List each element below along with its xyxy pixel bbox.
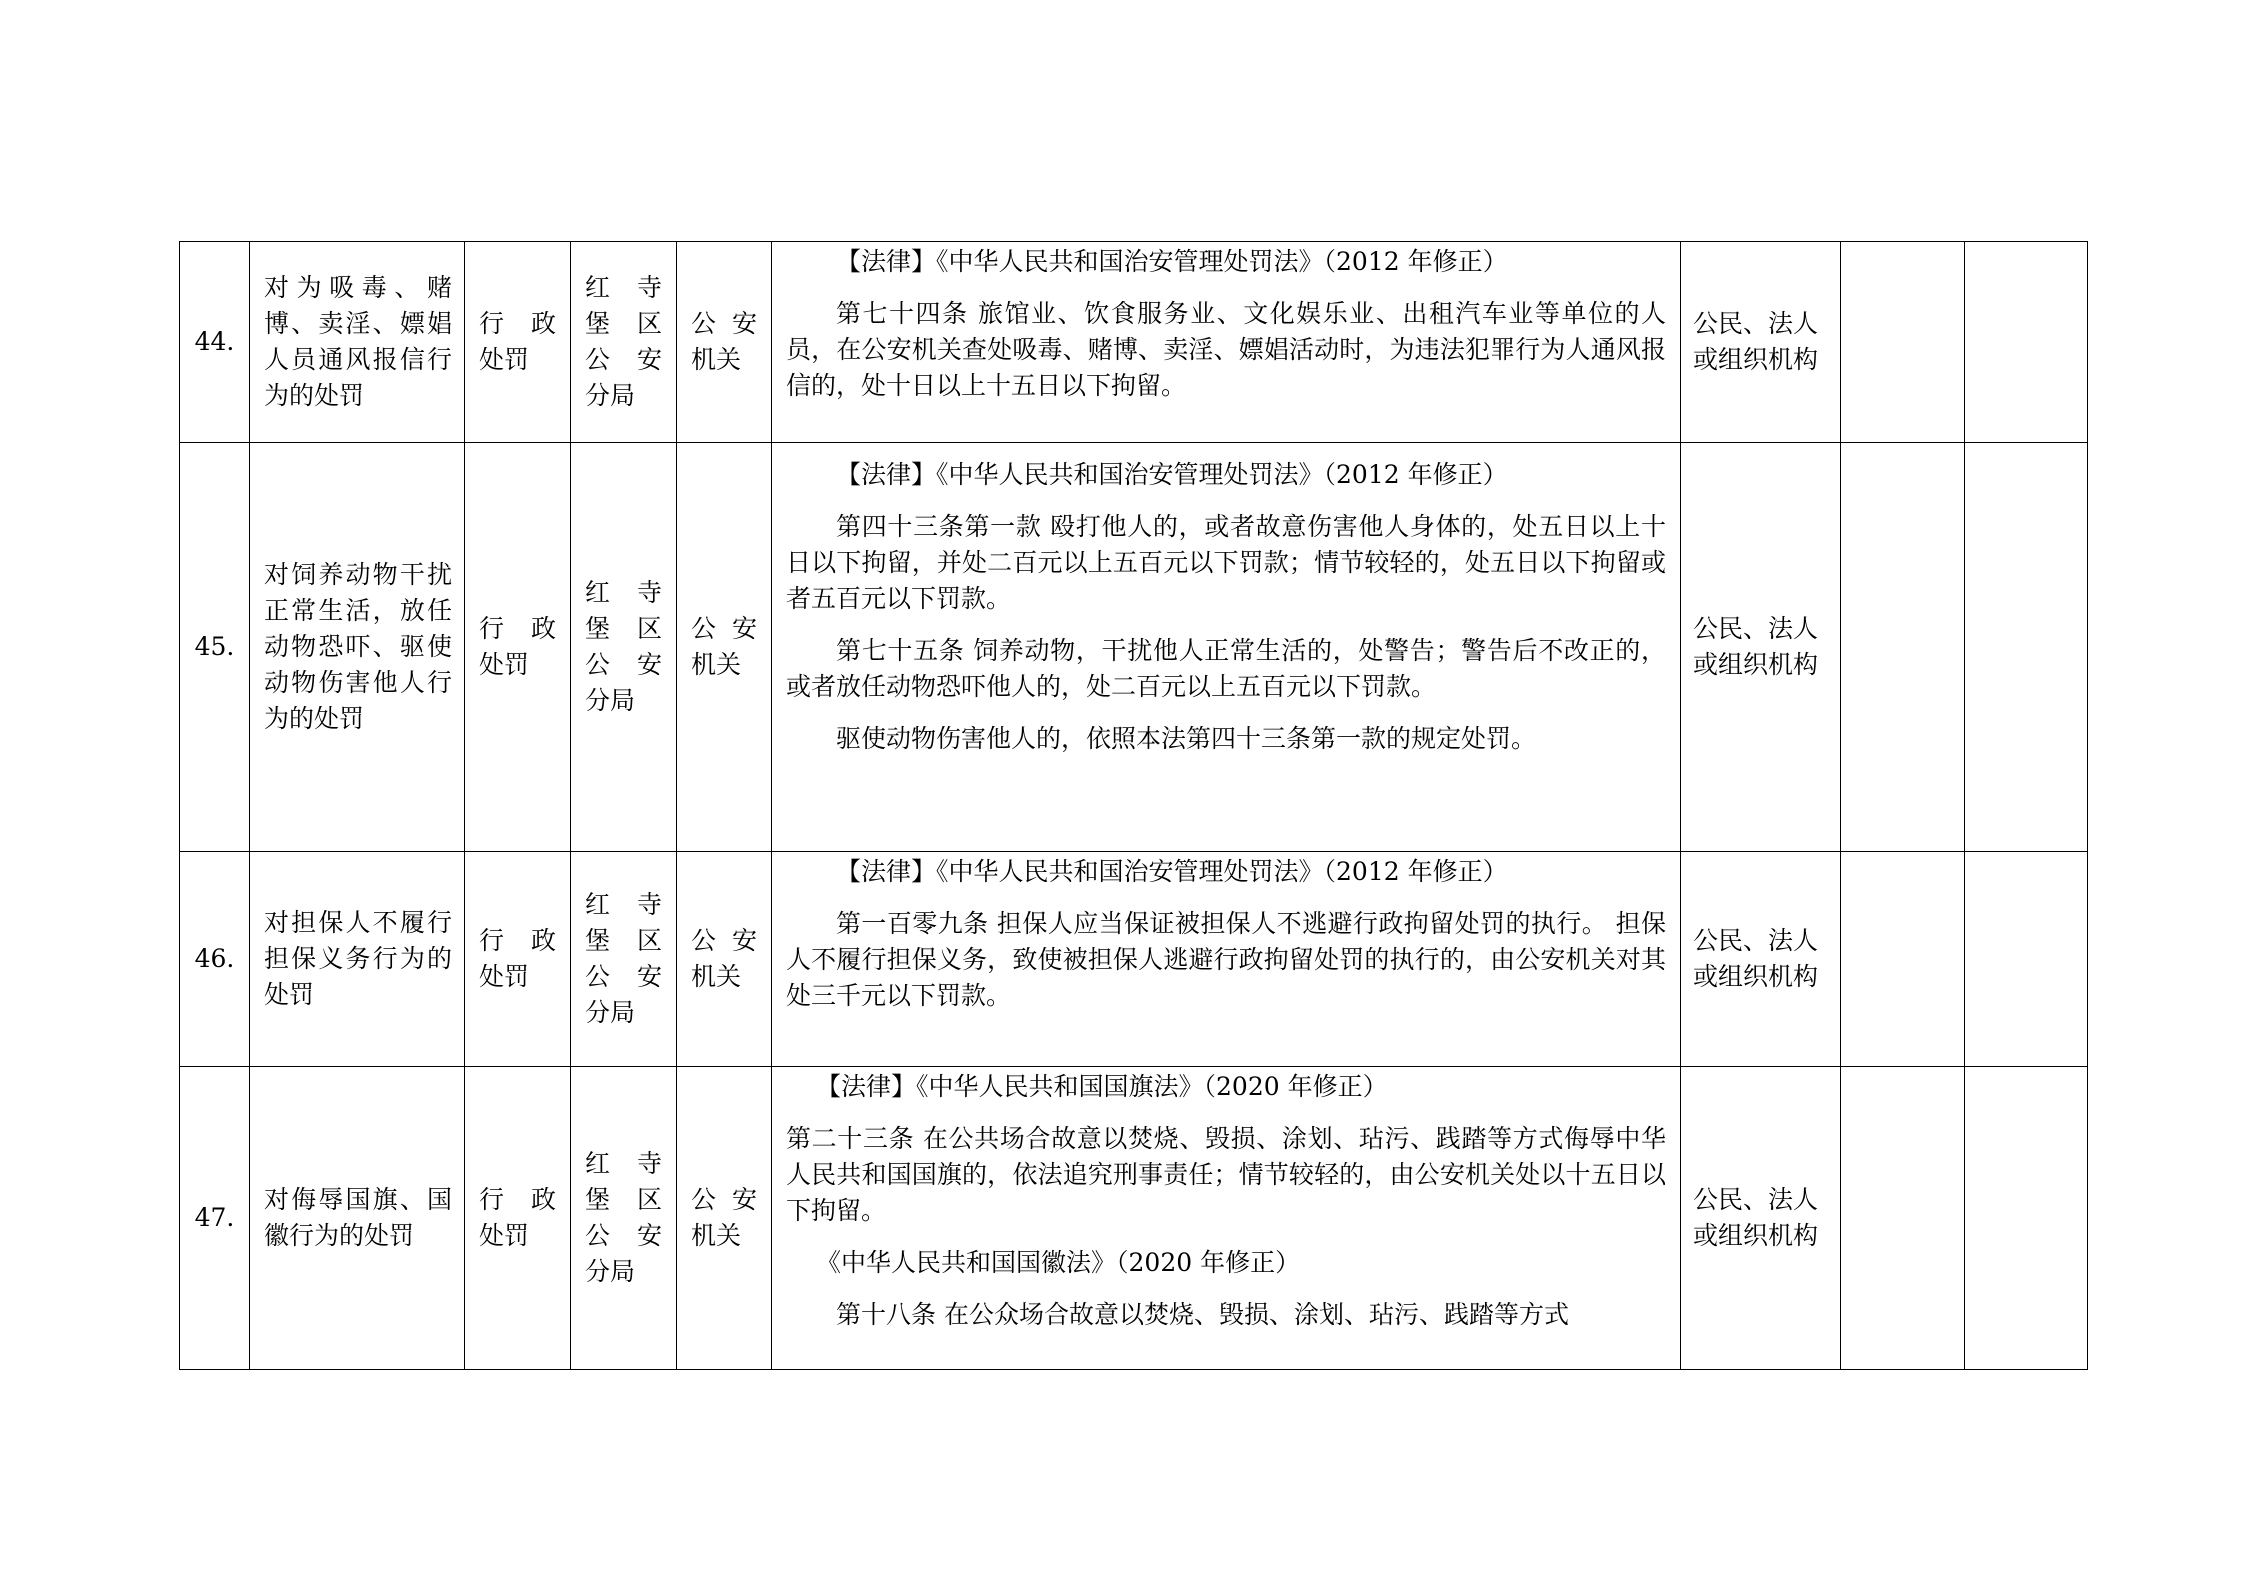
legal-basis (772, 1067, 1681, 1370)
row-number: 47. (180, 1067, 250, 1370)
empty-cell (1841, 1067, 1965, 1370)
row-number: 44. (180, 242, 250, 443)
row-number: 46. (180, 852, 250, 1067)
enforcement-org: 红 寺 堡 区 公 安 分局 (571, 1067, 677, 1370)
department: 公 安 机关 (677, 242, 772, 443)
row-number: 45. (180, 443, 250, 852)
basis-paragraph: 驱使动物伤害他人的，依照本法第四十三条第一款的规定处罚。 (836, 724, 1537, 753)
enforcement-org: 红 寺 堡 区 公 安 分局 (571, 852, 677, 1067)
enforcement-org: 红 寺 堡 区 公 安 分局 (571, 443, 677, 852)
department: 公 安 机关 (677, 443, 772, 852)
empty-cell (1841, 443, 1965, 852)
target-subject: 公民、法人或组织机构 (1681, 852, 1841, 1067)
penalty-type: 行 政 处罚 (465, 242, 571, 443)
basis-subheading: 《中华人民共和国国徽法》（2020 年修正） (816, 1248, 1301, 1277)
item-name: 对为吸毒、赌博、卖淫、嫖娼人员通风报信行为的处罚 (250, 242, 465, 443)
basis-paragraph: 第七十四条 旅馆业、饮食服务业、文化娱乐业、出租汽车业等单位的人员，在公安机关查处吸毒、赌博、卖淫、嫖娼活动时，为违法犯罪行为人通风报信的，处十日以上十五日以下拘留。 (786, 299, 1666, 400)
item-name: 对侮辱国旗、国徽行为的处罚 (250, 1067, 465, 1370)
legal-basis (772, 443, 1681, 852)
department: 公 安 机关 (677, 852, 772, 1067)
basis-heading: 【法律】《中华人民共和国治安管理处罚法》（2012 年修正） (836, 247, 1508, 276)
penalty-table (179, 241, 2088, 1370)
empty-cell (1965, 1067, 2088, 1370)
item-name: 对担保人不履行担保义务行为的处罚 (250, 852, 465, 1067)
table-row (180, 443, 2088, 852)
empty-cell (1965, 242, 2088, 443)
basis-paragraph: 第二十三条 在公共场合故意以焚烧、毁损、涂划、玷污、践踏等方式侮辱中华人民共和国国旗的，依法追究刑事责任；情节较轻的，由公安机关处以十五日以下拘留。 (786, 1124, 1666, 1225)
table-row (180, 242, 2088, 443)
department: 公 安 机关 (677, 1067, 772, 1370)
penalty-type: 行 政 处罚 (465, 443, 571, 852)
basis-paragraph: 第十八条 在公众场合故意以焚烧、毁损、涂划、玷污、践踏等方式 (836, 1300, 1569, 1329)
empty-cell (1965, 852, 2088, 1067)
penalty-type: 行 政 处罚 (465, 852, 571, 1067)
empty-cell (1841, 852, 1965, 1067)
basis-paragraph: 第四十三条第一款 殴打他人的，或者故意伤害他人身体的，处五日以上十日以下拘留，并处二百元以上五百元以下罚款；情节较轻的，处五日以下拘留或者五百元以下罚款。 (786, 512, 1666, 613)
empty-cell (1965, 443, 2088, 852)
item-name: 对饲养动物干扰正常生活，放任动物恐吓、驱使动物伤害他人行为的处罚 (250, 443, 465, 852)
empty-cell (1841, 242, 1965, 443)
legal-basis (772, 242, 1681, 443)
basis-paragraph: 第一百零九条 担保人应当保证被担保人不逃避行政拘留处罚的执行。 担保人不履行担保义务，致使被担保人逃避行政拘留处罚的执行的，由公安机关对其处三千元以下罚款。 (786, 909, 1666, 1010)
legal-basis (772, 852, 1681, 1067)
basis-heading: 【法律】《中华人民共和国治安管理处罚法》（2012 年修正） (836, 460, 1508, 489)
basis-heading: 【法律】《中华人民共和国国旗法》（2020 年修正） (816, 1072, 1388, 1101)
target-subject: 公民、法人或组织机构 (1681, 242, 1841, 443)
table-row (180, 1067, 2088, 1370)
enforcement-org: 红 寺 堡 区 公 安 分局 (571, 242, 677, 443)
basis-heading: 【法律】《中华人民共和国治安管理处罚法》（2012 年修正） (836, 857, 1508, 886)
target-subject: 公民、法人或组织机构 (1681, 443, 1841, 852)
penalty-type: 行 政 处罚 (465, 1067, 571, 1370)
target-subject: 公民、法人或组织机构 (1681, 1067, 1841, 1370)
table-row (180, 852, 2088, 1067)
basis-paragraph: 第七十五条 饲养动物，干扰他人正常生活的，处警告；警告后不改正的，或者放任动物恐吓他人的，处二百元以上五百元以下罚款。 (786, 636, 1666, 701)
